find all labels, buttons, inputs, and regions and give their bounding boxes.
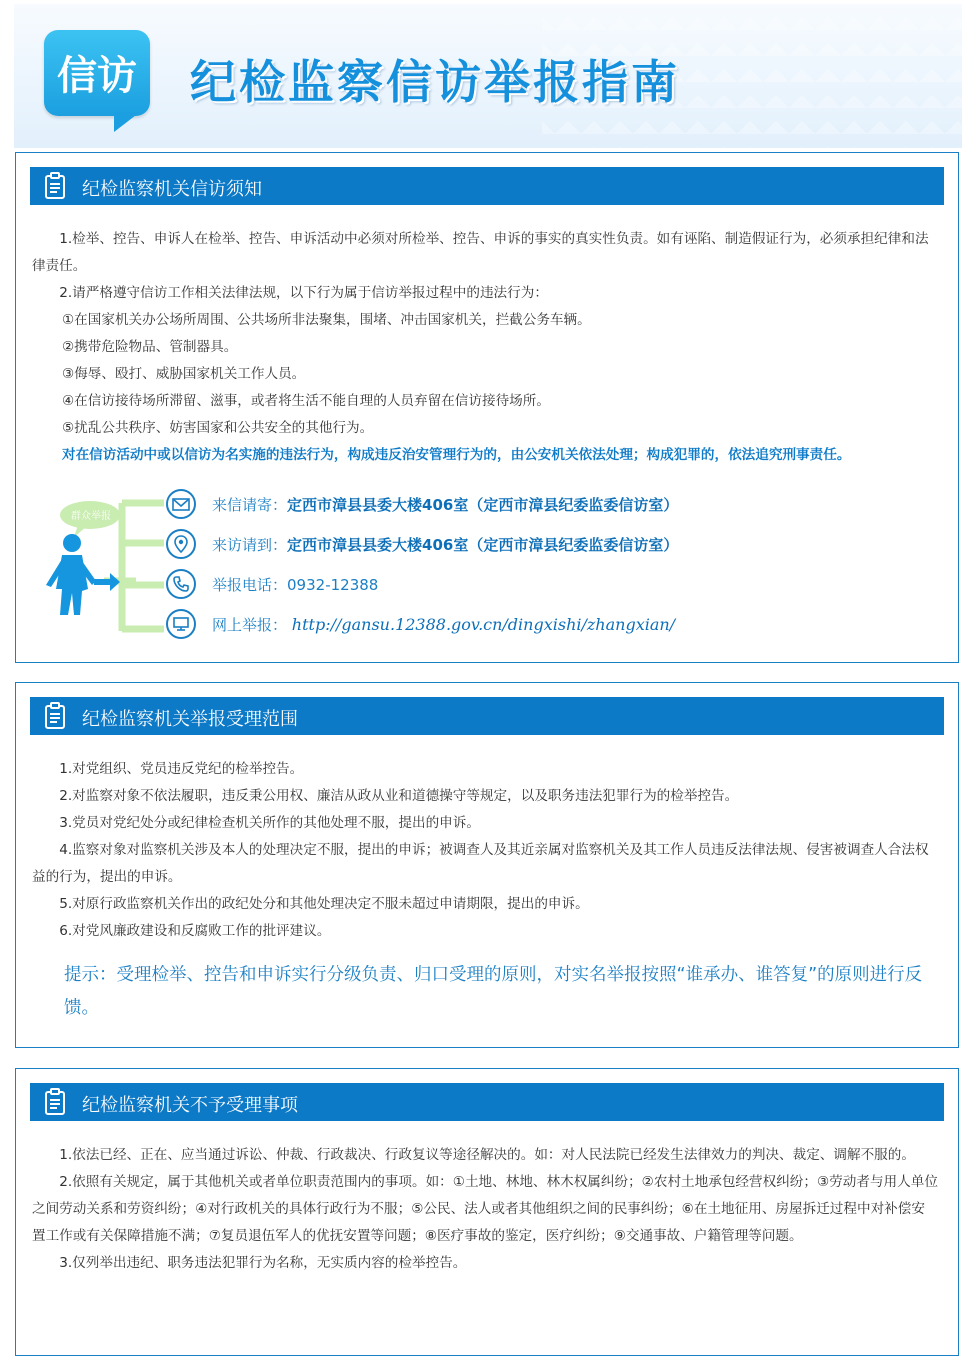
not-accepted-item: 1.依法已经、正在、应当通过诉讼、仲裁、行政裁决、行政复议等途径解决的。如：对人民法院已经发生法律效力的判决、裁定、调解不服的。 <box>59 1147 915 1163</box>
violation-item: ③侮辱、殴打、威胁国家机关工作人员。 <box>62 366 306 382</box>
scope-item: 6.对党风廉政建设和反腐败工作的批评建议。 <box>59 923 331 939</box>
phone-icon <box>166 569 196 599</box>
scope-item: 2.对监察对象不依法履职，违反秉公用权、廉洁从政从业和道德操守等规定，以及职务违法犯罪行为的检举控告。 <box>59 788 739 804</box>
section-not-accepted <box>15 1068 959 1356</box>
logo-bubble-tail <box>114 112 140 132</box>
badge-label: 群众举报 <box>71 511 111 522</box>
contact-label: 来信请寄： <box>212 496 288 514</box>
violation-item: ①在国家机关办公场所周围、公共场所非法聚集，围堵、冲击国家机关，拦截公务车辆。 <box>62 312 591 328</box>
contact-online-text <box>212 614 675 635</box>
scope-item: 4.监察对象对监察机关涉及本人的处理决定不服，提出的申诉；被调查人及其近亲属对监察机关及其工作人员违反法律法规、侵害被调查人合法权益的行为，提出的申诉。 <box>32 842 929 885</box>
violation-item: ②携带危险物品、管制器具。 <box>62 339 238 355</box>
feedback-tip: 提示：受理检举、控告和申诉实行分级负责、归口受理的原则，对实名举报按照“谁承办、谁答复”的原则进行反馈。 <box>64 965 923 1018</box>
section-petition-notice <box>15 152 959 663</box>
not-accepted-item: 3.仅列举出违纪、职务违法犯罪行为名称，无实质内容的检举控告。 <box>59 1255 467 1271</box>
section-acceptance-scope <box>15 682 959 1048</box>
section-title: 纪检监察机关举报受理范围 <box>82 709 298 730</box>
report-url-link[interactable]: http://gansu.12388.gov.cn/dingxishi/zhangxian/ <box>291 615 676 634</box>
section-title: 纪检监察机关信访须知 <box>82 179 262 200</box>
section-header <box>30 167 944 205</box>
contact-value: 0932-12388 <box>287 576 379 594</box>
header-banner <box>14 4 962 148</box>
not-accepted-item: 2.依照有关规定，属于其他机关或者单位职责范围内的事项。如：①土地、林地、林木权属纠纷；②农村土地承包经营权纠纷；③劳动者与用人单位之间劳动关系和劳资纠纷；④对行政机关的具体行政行为不服；⑤公民、法人或者其他组织之间的民事纠纷；⑥在土地征用、房屋拆迁过程中对补偿安置工作或有关保障措施不满；⑦复员退伍军人的优抚安置等问题；⑧医疗事故的鉴定，医疗纠纷；⑨交通事故、户籍管理等问题。 <box>32 1174 938 1244</box>
contact-mail-text <box>212 494 678 515</box>
contact-info <box>38 489 918 651</box>
clipboard-icon <box>40 171 70 201</box>
notice-paragraph: 1.检举、控告、申诉人在检举、控告、申诉活动中必须对所检举、控告、申诉的事实的真实性负责。如有诬陷、制造假证行为，必须承担纪律和法律责任。 <box>32 231 929 274</box>
scope-body <box>32 756 938 945</box>
logo-text: 信访 <box>57 53 137 99</box>
section-title: 纪检监察机关不予受理事项 <box>82 1095 298 1116</box>
contact-visit-text <box>212 534 678 555</box>
scope-item: 5.对原行政监察机关作出的政纪处分和其他处理决定不服未超过申请期限，提出的申诉。 <box>59 896 589 912</box>
contact-phone-text <box>212 574 378 595</box>
notice-body <box>32 226 938 469</box>
section-header <box>30 697 944 735</box>
page-title: 纪检监察信访举报指南 <box>190 55 680 109</box>
notice-paragraph: 2.请严格遵守信访工作相关法律法规，以下行为属于信访举报过程中的违法行为： <box>59 285 548 301</box>
contact-value: 定西市漳县县委大楼406室（定西市漳县纪委监委信访室） <box>287 496 679 514</box>
not-accepted-body <box>32 1142 938 1277</box>
contact-value: 定西市漳县县委大楼406室（定西市漳县纪委监委信访室） <box>287 536 679 554</box>
clipboard-icon <box>40 1087 70 1117</box>
mail-icon <box>166 489 196 519</box>
scope-item: 1.对党组织、党员违反党纪的检举控告。 <box>59 761 304 777</box>
violation-item: ④在信访接待场所滞留、滋事，或者将生活不能自理的人员弃留在信访接待场所。 <box>62 393 550 409</box>
xinfang-logo <box>44 30 160 136</box>
legal-warning: 对在信访活动中或以信访为名实施的违法行为，构成违反治安管理行为的，由公安机关依法处理；构成犯罪的，依法追究刑事责任。 <box>62 447 851 463</box>
section-header <box>30 1083 944 1121</box>
contact-label: 来访请到： <box>212 536 288 554</box>
location-icon <box>166 529 196 559</box>
clipboard-icon <box>40 701 70 731</box>
contact-label: 网上举报： <box>212 616 288 634</box>
contact-label: 举报电话： <box>212 576 288 594</box>
violation-item: ⑤扰乱公共秩序、妨害国家和公共安全的其他行为。 <box>62 420 374 436</box>
scope-item: 3.党员对党纪处分或纪律检查机关所作的其他处理不服，提出的申诉。 <box>59 815 480 831</box>
monitor-icon <box>166 609 196 639</box>
